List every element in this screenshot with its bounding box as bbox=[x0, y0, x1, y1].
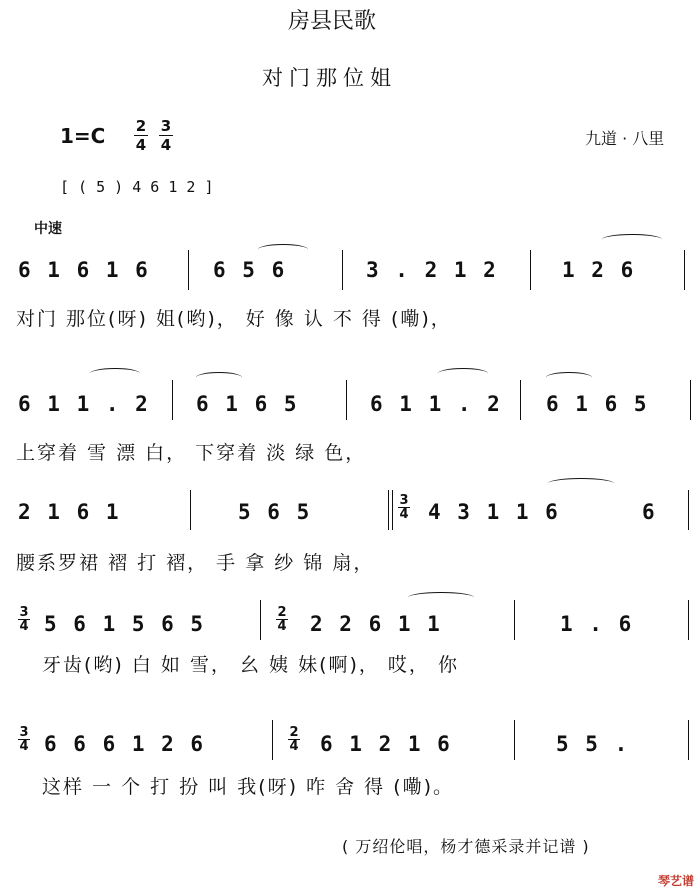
slur bbox=[408, 592, 474, 603]
credit-line: ( 万绍伦唱，杨才德采录并记谱 ) bbox=[342, 837, 590, 856]
row5-measure1: 6 6 6 1 2 6 bbox=[44, 732, 206, 756]
time-signature-2-4: 2 4 bbox=[135, 117, 147, 154]
time-signature-3-4: 3 4 bbox=[19, 725, 29, 754]
intro-notation: [ ( 5 ) 4 6 1 2 ] bbox=[60, 178, 214, 196]
row1-measure4: 1 2 6 bbox=[562, 258, 636, 282]
slur bbox=[602, 234, 662, 245]
row5-lyrics: 这样 一 个 打 扮 叫 我(呀) 咋 舍 得 (嘞)。 bbox=[42, 776, 455, 798]
row3-measure1: 2 1 6 1 bbox=[18, 500, 121, 524]
row2-lyrics: 上穿着 雪 漂 白， 下穿着 淡 绿 色， bbox=[16, 442, 367, 464]
row2-measure2: 6 1 6 5 bbox=[196, 392, 299, 416]
time-signature-2-4: 2 4 bbox=[289, 725, 299, 754]
row4-lyrics: 牙齿(哟) 白 如 雪， 幺 姨 妹(啊)， 哎， 你 bbox=[42, 654, 459, 676]
barline bbox=[190, 490, 191, 530]
row2-measure4: 6 1 6 5 bbox=[546, 392, 649, 416]
row4-measure1: 5 6 1 5 6 5 bbox=[44, 612, 206, 636]
row3-measure3: 4 3 1 1 6 bbox=[428, 500, 560, 524]
row3-measure4: 6 bbox=[642, 500, 657, 524]
barline bbox=[260, 600, 261, 640]
barline bbox=[188, 250, 189, 290]
time-signature-3-4: 3 4 bbox=[160, 117, 172, 154]
key-signature: 1=C bbox=[60, 124, 106, 148]
slur bbox=[196, 372, 242, 383]
row5-measure3: 5 5 . bbox=[556, 732, 630, 756]
row1-measure3: 3 . 2 1 2 bbox=[366, 258, 498, 282]
slur bbox=[438, 368, 488, 379]
region-label: 九道 · 八里 bbox=[585, 129, 665, 148]
barline bbox=[688, 600, 689, 640]
barline bbox=[684, 250, 685, 290]
barline bbox=[514, 600, 515, 640]
song-category-title: 房县民歌 bbox=[288, 9, 377, 34]
slur bbox=[258, 244, 308, 255]
barline bbox=[172, 380, 173, 420]
barline bbox=[530, 250, 531, 290]
row4-measure3: 1 . 6 bbox=[560, 612, 634, 636]
barline bbox=[690, 380, 691, 420]
song-title: 对门那位姐 bbox=[262, 66, 397, 90]
site-logo: 琴艺谱 bbox=[657, 874, 694, 888]
slur bbox=[90, 368, 140, 379]
row1-measure1: 6 1 6 1 6 bbox=[18, 258, 150, 282]
barline bbox=[688, 720, 689, 760]
row1-measure2: 6 5 6 bbox=[213, 258, 287, 282]
barline bbox=[272, 720, 273, 760]
tempo-marking: 中速 bbox=[34, 221, 62, 237]
slur bbox=[548, 478, 614, 489]
row4-measure2: 2 2 6 1 1 bbox=[310, 612, 442, 636]
barline bbox=[688, 490, 689, 530]
barline bbox=[346, 380, 347, 420]
row1-lyrics: 对门 那位(呀) 姐(哟)， 好 像 认 不 得 (嘞)， bbox=[16, 308, 452, 330]
barline bbox=[342, 250, 343, 290]
double-barline bbox=[388, 490, 393, 530]
barline bbox=[520, 380, 521, 420]
row3-measure2: 5 6 5 bbox=[238, 500, 312, 524]
time-signature-3-4: 3 4 bbox=[399, 493, 409, 522]
row3-lyrics: 腰系罗裙 褶 打 褶， 手 拿 纱 锦 扇， bbox=[16, 552, 375, 574]
row2-measure3: 6 1 1 . 2 bbox=[370, 392, 502, 416]
slur bbox=[546, 372, 592, 383]
row5-measure2: 6 1 2 1 6 bbox=[320, 732, 452, 756]
row2-measure1: 6 1 1 . 2 bbox=[18, 392, 150, 416]
barline bbox=[514, 720, 515, 760]
time-signature-3-4: 3 4 bbox=[19, 605, 29, 634]
time-signature-2-4: 2 4 bbox=[277, 605, 287, 634]
